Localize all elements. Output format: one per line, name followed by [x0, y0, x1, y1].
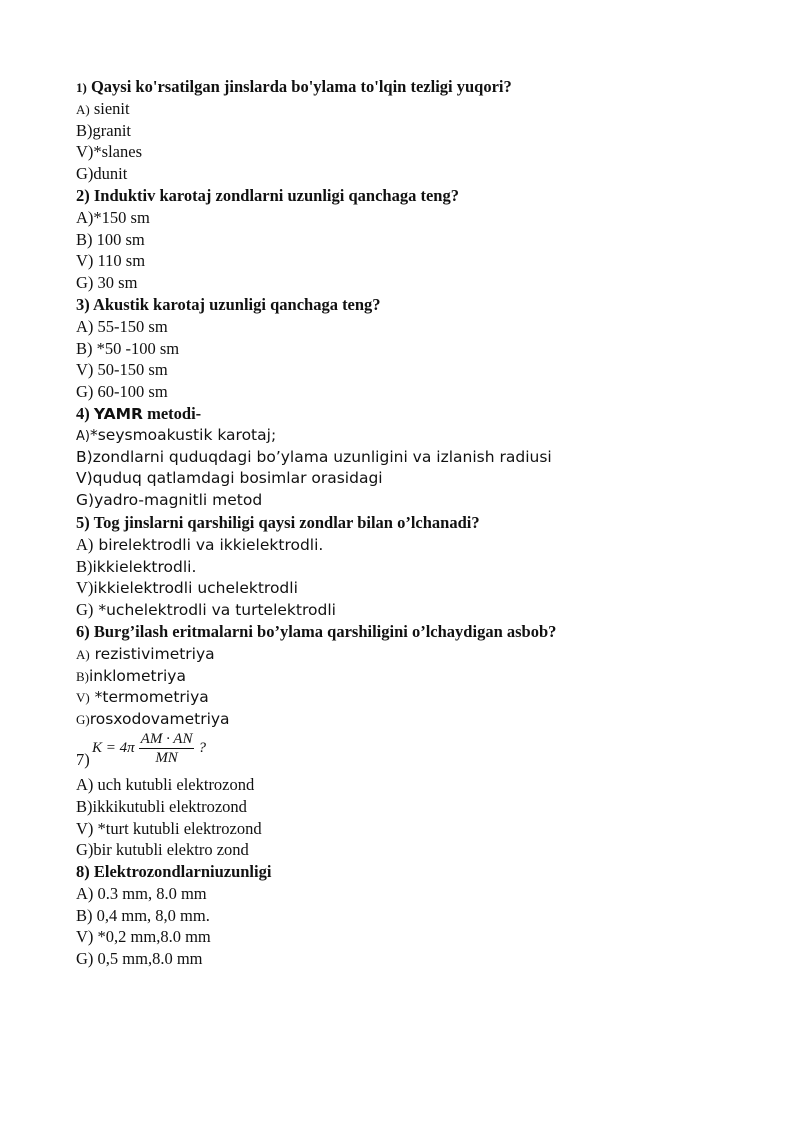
option-label: V): [76, 360, 94, 380]
option-text: ikkielektrodli.: [92, 557, 197, 576]
option-text: *uchelektrodli va turtelektrodli: [93, 601, 336, 620]
option-a: [76, 774, 766, 796]
option-label: A): [76, 646, 90, 662]
option-b: [76, 338, 766, 360]
option-label: G): [76, 949, 94, 969]
option-text: birelektrodli va ikkielektrodli.: [93, 535, 324, 554]
option-label: A): [76, 883, 94, 903]
formula-fraction: [139, 730, 195, 767]
option-b: [76, 556, 766, 578]
question-number: 1): [76, 80, 87, 95]
option-label: V): [76, 690, 90, 706]
question-text-acronym: YAMR: [93, 404, 143, 423]
question-number: 2): [76, 185, 90, 205]
option-label: G): [76, 600, 94, 620]
option-v: [76, 686, 766, 708]
option-label: V): [76, 469, 93, 488]
option-b: [76, 447, 766, 469]
option-a: [76, 98, 766, 120]
option-a: [76, 316, 766, 338]
option-text: yadro-magnitli metod: [94, 491, 263, 510]
option-a: [76, 207, 766, 229]
formula-numerator: AM · AN: [140, 730, 193, 747]
option-b: [76, 229, 766, 251]
option-a: [76, 883, 766, 905]
option-label: B): [76, 120, 93, 140]
option-text: dunit: [93, 164, 128, 184]
option-text: *0,2 mm,8.0 mm: [93, 927, 211, 947]
option-label: B): [76, 905, 93, 925]
question-2: [76, 185, 766, 207]
option-text: ikkikutubli elektrozond: [92, 796, 247, 816]
option-text: bir kutubli elektro zond: [93, 840, 249, 860]
option-text: uch kutubli elektrozond: [93, 774, 255, 794]
option-g: [76, 272, 766, 294]
question-text: Elektrozondlarniuzunligi: [93, 862, 272, 882]
option-label: A): [76, 774, 94, 794]
option-text: zondlarni quduqdagi bo’ylama uzunligini va izlanish radiusi: [92, 447, 552, 466]
option-text: 50-150 sm: [93, 360, 168, 380]
formula-lhs: K = 4π: [92, 739, 135, 756]
question-text: Qaysi ko'rsatilgan jinslarda bo'ylama to'lqin tezligi yuqori?: [90, 77, 512, 96]
option-label: B): [76, 796, 93, 816]
option-text: granit: [92, 120, 131, 140]
question-number: 6): [76, 621, 90, 641]
option-g: [76, 381, 766, 403]
option-text: rezistivimetriya: [89, 644, 215, 663]
question-list: [76, 76, 766, 970]
option-a: [76, 425, 766, 447]
option-g: [76, 490, 766, 512]
option-label: G): [76, 273, 94, 293]
question-3: [76, 294, 766, 316]
option-text: sienit: [89, 98, 130, 118]
option-text: 60-100 sm: [93, 382, 168, 402]
option-label: B): [76, 668, 89, 684]
question-text: metodi-: [142, 403, 202, 423]
option-text: *termometriya: [89, 688, 209, 707]
option-label: V): [76, 578, 94, 598]
option-g: [76, 708, 766, 730]
formula-denominator: MN: [155, 749, 178, 766]
option-text: quduq qatlamdagi bosimlar orasidagi: [92, 469, 383, 488]
option-text: 55-150 sm: [93, 316, 168, 336]
option-g: [76, 163, 766, 185]
question-text: Burg’ilash eritmalarni bo’ylama qarshiligini o’lchaydigan asbob?: [93, 621, 557, 641]
option-a: [76, 643, 766, 665]
option-label: B): [76, 338, 93, 358]
option-text: inklometriya: [89, 666, 186, 685]
option-label: A): [76, 316, 94, 336]
formula: [92, 730, 206, 767]
question-7: [76, 730, 766, 774]
option-label: A): [76, 101, 90, 117]
option-text: 100 sm: [92, 229, 145, 249]
option-text: *50 -100 sm: [92, 338, 180, 358]
option-label: A): [76, 207, 94, 227]
question-8: [76, 861, 766, 883]
option-text: *turt kutubli elektrozond: [93, 818, 262, 838]
option-text: *seysmoakustik karotaj;: [89, 425, 277, 444]
question-1: [76, 76, 766, 98]
question-4: [76, 403, 766, 425]
option-label: V): [76, 818, 94, 838]
option-v: [76, 250, 766, 272]
option-text: *150 sm: [93, 207, 150, 227]
question-text: Akustik karotaj uzunligi qanchaga teng?: [92, 294, 381, 314]
option-g: [76, 839, 766, 861]
option-label: G): [76, 840, 94, 860]
option-label: V): [76, 142, 94, 162]
question-number: 8): [76, 862, 90, 882]
option-label: G): [76, 491, 95, 510]
option-text: *slanes: [93, 142, 142, 162]
option-v: [76, 141, 766, 163]
option-v: [76, 926, 766, 948]
option-label: A): [76, 534, 94, 554]
option-text: rosxodovametriya: [89, 710, 230, 729]
option-label: B): [76, 556, 93, 576]
option-g: [76, 948, 766, 970]
question-number: 7): [76, 749, 90, 769]
question-number: 3): [76, 294, 90, 314]
option-v: [76, 468, 766, 490]
option-b: [76, 905, 766, 927]
question-number: 5): [76, 512, 90, 532]
question-text: Tog jinslarni qarshiligi qaysi zondlar bilan o’lchanadi?: [93, 512, 480, 532]
option-text: 0,5 mm,8.0 mm: [93, 949, 203, 969]
option-label: A): [76, 428, 90, 444]
option-b: [76, 796, 766, 818]
option-v: [76, 359, 766, 381]
option-a: [76, 534, 766, 556]
option-text: 30 sm: [93, 273, 138, 293]
option-label: V): [76, 251, 94, 271]
option-v: [76, 577, 766, 599]
option-v: [76, 818, 766, 840]
option-b: [76, 120, 766, 142]
option-text: ikkielektrodli uchelektrodli: [93, 579, 298, 598]
option-label: G): [76, 712, 90, 728]
question-5: [76, 512, 766, 534]
option-label: G): [76, 382, 94, 402]
option-g: [76, 599, 766, 621]
option-label: B): [76, 447, 93, 466]
option-text: 0,4 mm, 8,0 mm.: [92, 905, 210, 925]
option-label: B): [76, 229, 93, 249]
option-b: [76, 665, 766, 687]
question-6: [76, 621, 766, 643]
option-label: G): [76, 164, 94, 184]
question-text: Induktiv karotaj zondlarni uzunligi qanchaga teng?: [93, 185, 459, 205]
option-text: 110 sm: [93, 251, 146, 271]
formula-tail: ?: [198, 739, 206, 756]
question-number: 4): [76, 403, 90, 423]
option-label: V): [76, 927, 94, 947]
option-text: 0.3 mm, 8.0 mm: [93, 883, 207, 903]
